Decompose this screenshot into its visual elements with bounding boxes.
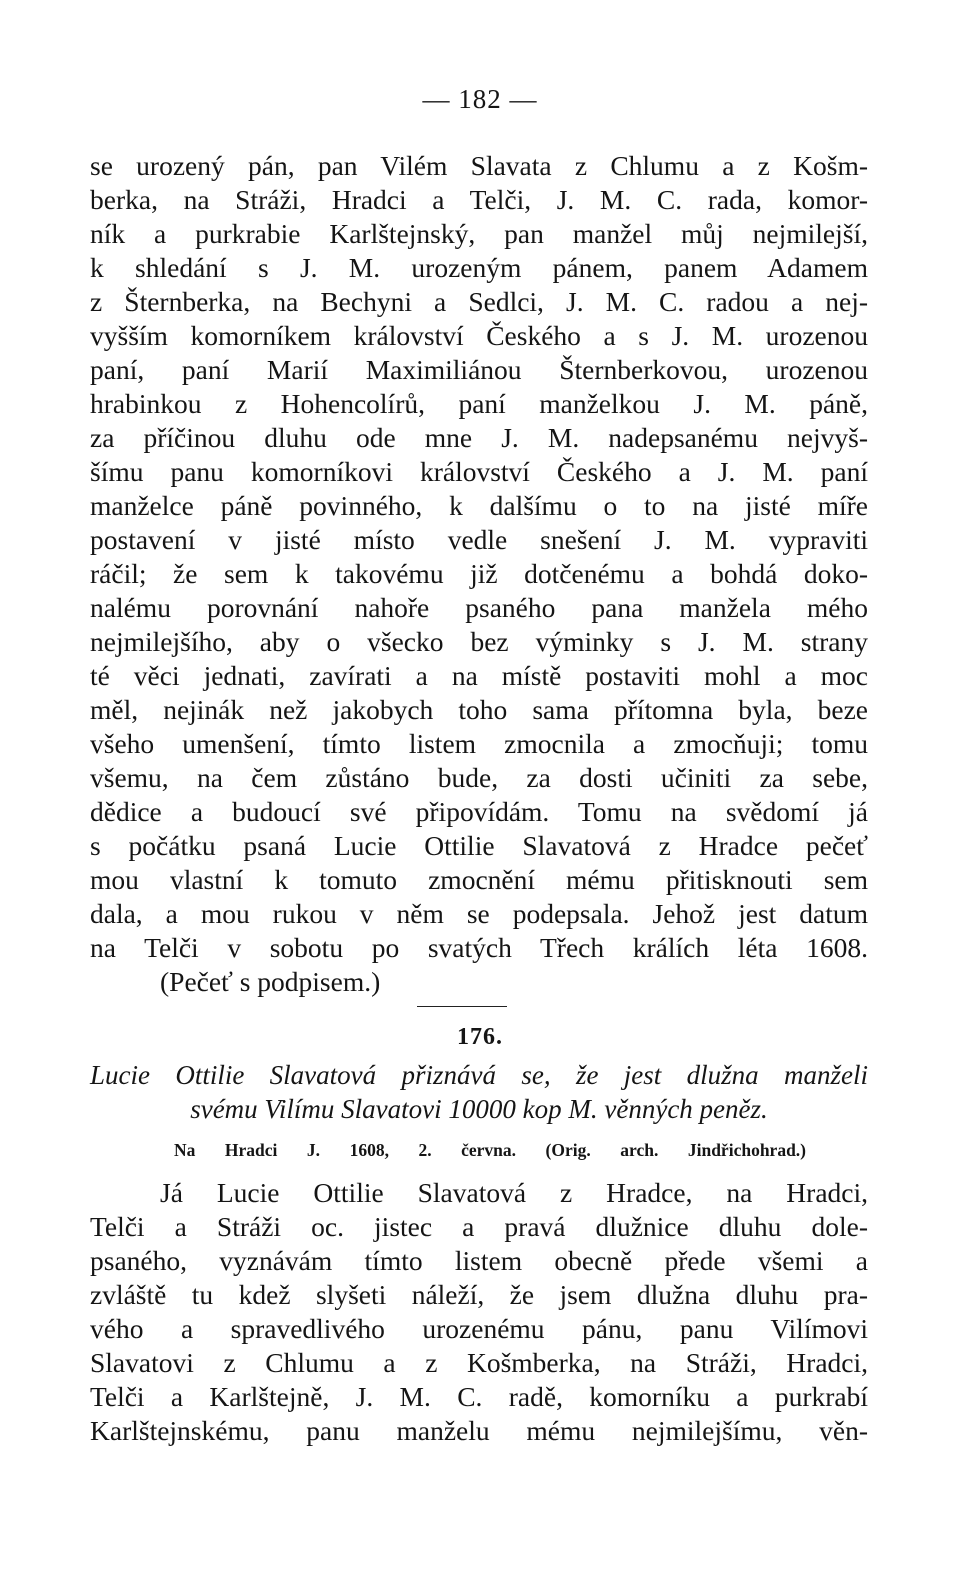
text-line: za příčinou dluhu ode mne J. M. nadepsanému nejvyš- [90, 422, 868, 453]
text-line: Já Lucie Ottilie Slavatová z Hradce, na Hradci, [160, 1177, 868, 1208]
text-line: berka, na Stráži, Hradci a Telči, J. M. C. rada, komor- [90, 184, 868, 215]
text-line: Slavatovi z Chlumu a z Košmberka, na Stráži, Hradci, [90, 1347, 868, 1378]
text-line: nalému porovnání nahoře psaného pana manžela mého [90, 592, 868, 623]
text-line: k shledání s J. M. urozeným pánem, panem Adamem [90, 252, 868, 283]
text-line: mou vlastní k tomuto zmocnění mému přitisknouti sem [90, 864, 868, 895]
text-line: paní, paní Marií Maximiliánou Šternberkovou, urozenou [90, 354, 868, 385]
text-line: Telči a Stráži oc. jistec a pravá dlužnice dluhu dole- [90, 1211, 868, 1242]
text-line: měl, nejinák než jakobych toho sama přítomna byla, beze [90, 694, 868, 725]
text-line: zvláště tu kdež slyšeti náleží, že jsem dlužna dluhu pra- [90, 1279, 868, 1310]
text-line: všemu, na čem zůstáno bude, za dosti učiniti za sebe, [90, 762, 868, 793]
text-line: Karlštejnskému, panu manželu mému nejmilejšímu, věn- [90, 1415, 868, 1446]
text-line: dědice a budoucí své připovídám. Tomu na svědomí já [90, 796, 868, 827]
text-line: hrabinkou z Hohencolírů, paní manželkou J. M. páně, [90, 388, 868, 419]
document-heading-line: svému Vilímu Slavatovi 10000 kop M. věnných peněz. [190, 1094, 768, 1124]
document-source-note: Na Hradci J. 1608, 2. června. (Orig. arch. Jindřichohrad.) [174, 1140, 806, 1160]
text-line: manželce páně povinného, k dalšímu o to na jisté míře [90, 490, 868, 521]
text-line: všeho umenšení, tímto listem zmocnila a zmocňuji; tomu [90, 728, 868, 759]
text-line: té věci jednati, zavírati a na místě postaviti mohl a moc [90, 660, 868, 691]
text-line: na Telči v sobotu po svatých Třech králích léta 1608. [90, 932, 868, 963]
text-line: šímu panu komorníkovi království Českého a J. M. paní [90, 456, 868, 487]
text-line: postavení v jisté místo vedle snešení J. M. vypraviti [90, 524, 868, 555]
text-line: vyšším komorníkem království Českého a s J. M. urozenou [90, 320, 868, 351]
text-line: Telči a Karlštejně, J. M. C. radě, komorníku a purkrabí [90, 1381, 868, 1412]
page-number: — 182 — [422, 84, 538, 114]
text-line: ník a purkrabie Karlštejnský, pan manžel můj nejmilejší, [90, 218, 868, 249]
text-line: z Šternberka, na Bechyni a Sedlci, J. M. C. radou a nej- [90, 286, 868, 317]
text-line: vého a spravedlivého urozenému pánu, panu Vilímovi [90, 1313, 868, 1344]
closing-note: (Pečeť s podpisem.) [160, 966, 381, 997]
text-line: psaného, vyznávám tímto listem obecně přede všemi a [90, 1245, 868, 1276]
text-line: nejmilejšího, aby o všecko bez výminky s J. M. strany [90, 626, 868, 657]
section-divider [417, 1006, 507, 1007]
text-line: dala, a mou rukou v něm se podepsala. Jehož jest datum [90, 898, 868, 929]
text-line: s počátku psaná Lucie Ottilie Slavatová z Hradce pečeť [90, 830, 868, 861]
text-line: se urozený pán, pan Vilém Slavata z Chlumu a z Košm- [90, 150, 868, 181]
document-number: 176. [457, 1024, 503, 1050]
document-heading-line: Lucie Ottilie Slavatová přiznává se, že jest dlužna manželi [90, 1060, 868, 1090]
text-line: ráčil; že sem k takovému již dotčenému a bohdá doko- [90, 558, 868, 589]
